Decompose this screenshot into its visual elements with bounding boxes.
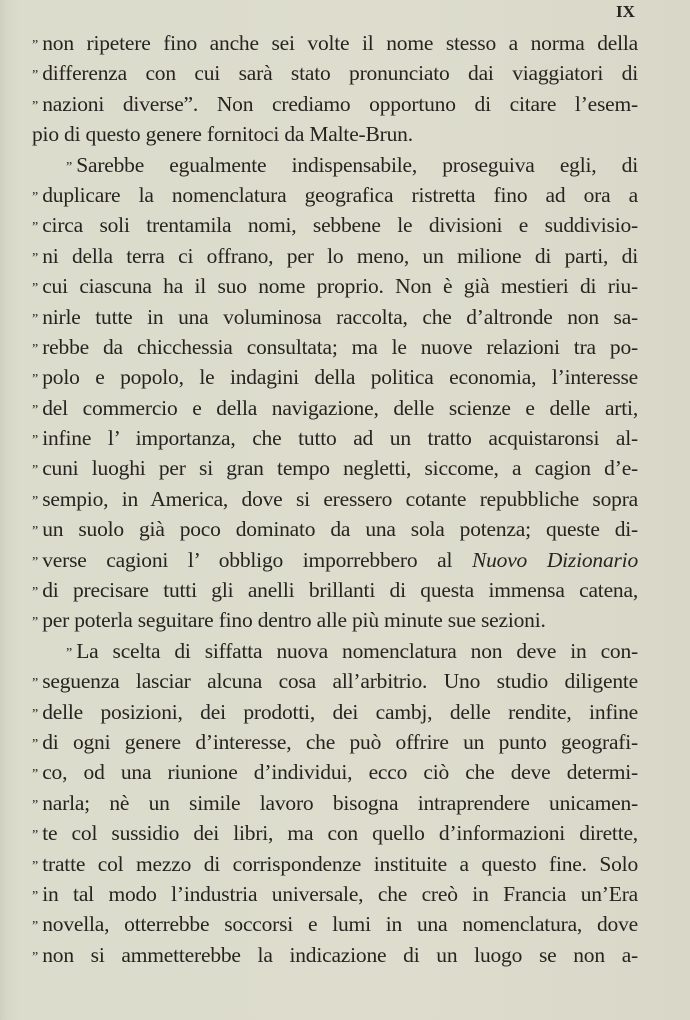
text-line <box>32 636 638 666</box>
body-text <box>32 28 638 970</box>
quote-mark: ” <box>32 585 38 601</box>
text-line <box>32 28 638 58</box>
quote-mark: ” <box>32 706 38 722</box>
line-text: duplicare la nomenclatura geografica ristretta fino ad ora a <box>42 182 638 207</box>
quote-mark: ” <box>32 676 38 692</box>
line-text: in tal modo l’industria universale, che creò in Francia un’Era <box>42 881 638 906</box>
text-line <box>32 58 638 88</box>
line-text: cui ciascuna ha il suo nome proprio. Non è già mestieri di riu- <box>42 274 638 299</box>
quote-mark: ” <box>32 98 38 114</box>
text-line <box>32 909 638 939</box>
italic-title: Nuovo Dizionario <box>471 547 639 572</box>
text-line <box>32 241 638 271</box>
text-line <box>32 545 638 575</box>
text-line <box>32 393 638 423</box>
text-line <box>32 453 638 483</box>
line-text: sempio, in America, dove si eressero cotante repubbliche sopra <box>42 486 638 511</box>
text-line <box>32 666 638 696</box>
quote-mark: ” <box>32 402 38 418</box>
line-text: co, od una riunione d’individui, ecco ciò che deve determi- <box>42 760 638 785</box>
quote-mark: ” <box>32 68 38 84</box>
line-text: nazioni diverse”. Non crediamo opportuno di citare l’esem- <box>42 91 638 116</box>
line-text: delle posizioni, dei prodotti, dei cambj, delle rendite, infine <box>42 699 638 724</box>
quote-mark: ” <box>32 524 38 540</box>
text-line <box>32 362 638 392</box>
quote-mark: ” <box>32 767 38 783</box>
quote-mark: ” <box>32 38 38 53</box>
quote-mark: ” <box>32 858 38 874</box>
text-line <box>32 818 638 848</box>
text-line <box>32 605 638 635</box>
line-text: tratte col mezzo di corrispondenze instituite a questo fine. Solo <box>42 851 638 876</box>
quote-mark: ” <box>32 949 38 965</box>
text-line <box>32 788 638 818</box>
line-text: pio di questo genere fornitoci da Malte-Brun. <box>32 122 413 147</box>
line-text: di ogni genere d’interesse, che può offrire un punto geografi- <box>42 729 638 754</box>
line-text: La scelta di siffatta nuova nomenclatura non deve in con- <box>76 638 638 663</box>
page-number: IX <box>616 2 635 21</box>
text-line <box>32 575 638 605</box>
line-text: non ripetere fino anche sei volte il nome stesso a norma della <box>42 31 638 55</box>
quote-mark: ” <box>32 919 38 935</box>
quote-mark: ” <box>32 281 38 297</box>
text-line <box>32 89 638 119</box>
quote-mark: ” <box>32 463 38 479</box>
line-text: per poterla seguitare fino dentro alle più minute sue sezioni. <box>42 608 546 633</box>
quote-mark: ” <box>32 828 38 844</box>
line-text: differenza con cui sarà stato pronunciato dai viaggiatori di <box>42 61 638 86</box>
quote-mark: ” <box>32 797 38 813</box>
text-line <box>32 697 638 727</box>
text-line <box>32 271 638 301</box>
text-line <box>32 150 638 180</box>
line-text: te col sussidio dei libri, ma con quello d’informazioni dirette, <box>42 821 638 846</box>
text-line <box>32 849 638 879</box>
text-line <box>32 210 638 240</box>
quote-mark: ” <box>32 554 38 570</box>
quote-mark: ” <box>32 189 38 205</box>
text-line <box>32 119 638 149</box>
line-text: infine l’ importanza, che tutto ad un tratto acquistaronsi al- <box>42 426 638 451</box>
text-line <box>32 757 638 787</box>
quote-mark: ” <box>32 615 38 631</box>
quote-mark: ” <box>66 645 72 661</box>
line-text: polo e popolo, le indagini della politica economia, l’interesse <box>42 365 638 390</box>
text-line <box>32 302 638 332</box>
text-line <box>32 484 638 514</box>
quote-mark: ” <box>32 250 38 266</box>
line-text: ni della terra ci offrano, per lo meno, un milione di parti, di <box>42 243 638 268</box>
line-text: del commercio e della navigazione, delle scienze e delle arti, <box>42 395 638 420</box>
quote-mark: ” <box>32 220 38 236</box>
quote-mark: ” <box>32 888 38 904</box>
text-line <box>32 514 638 544</box>
text-line <box>32 180 638 210</box>
quote-mark: ” <box>32 736 38 752</box>
text-line <box>32 940 638 970</box>
line-text: di precisare tutti gli anelli brillanti di questa immensa catena, <box>42 578 638 603</box>
quote-mark: ” <box>32 493 38 509</box>
line-text: non si ammetterebbe la indicazione di un luogo se non a- <box>42 942 638 967</box>
text-line <box>32 727 638 757</box>
text-line <box>32 879 638 909</box>
line-text: rebbe da chicchessia consultata; ma le nuove relazioni tra po- <box>42 334 638 359</box>
line-text: Sarebbe egualmente indispensabile, proseguiva egli, di <box>76 152 638 177</box>
quote-mark: ” <box>66 159 72 175</box>
quote-mark: ” <box>32 341 38 357</box>
line-text: circa soli trentamila nomi, sebbene le divisioni e suddivisio- <box>42 213 638 238</box>
text-line <box>32 423 638 453</box>
quote-mark: ” <box>32 311 38 327</box>
line-text: cuni luoghi per si gran tempo negletti, siccome, a cagion d’e- <box>42 456 638 481</box>
line-text: verse cagioni l’ obbligo imporrebbero al <box>42 547 453 572</box>
line-text: un suolo già poco dominato da una sola potenza; queste di- <box>42 517 638 542</box>
line-text: novella, otterrebbe soccorsi e lumi in una nomenclatura, dove <box>42 912 638 937</box>
quote-mark: ” <box>32 372 38 388</box>
line-text: seguenza lasciar alcuna cosa all’arbitrio. Uno studio diligente <box>42 669 638 694</box>
text-line <box>32 332 638 362</box>
quote-mark: ” <box>32 433 38 449</box>
line-text: narla; nè un simile lavoro bisogna intraprendere unicamen- <box>42 790 638 815</box>
line-text: nirle tutte in una voluminosa raccolta, che d’altronde non sa- <box>42 304 638 329</box>
